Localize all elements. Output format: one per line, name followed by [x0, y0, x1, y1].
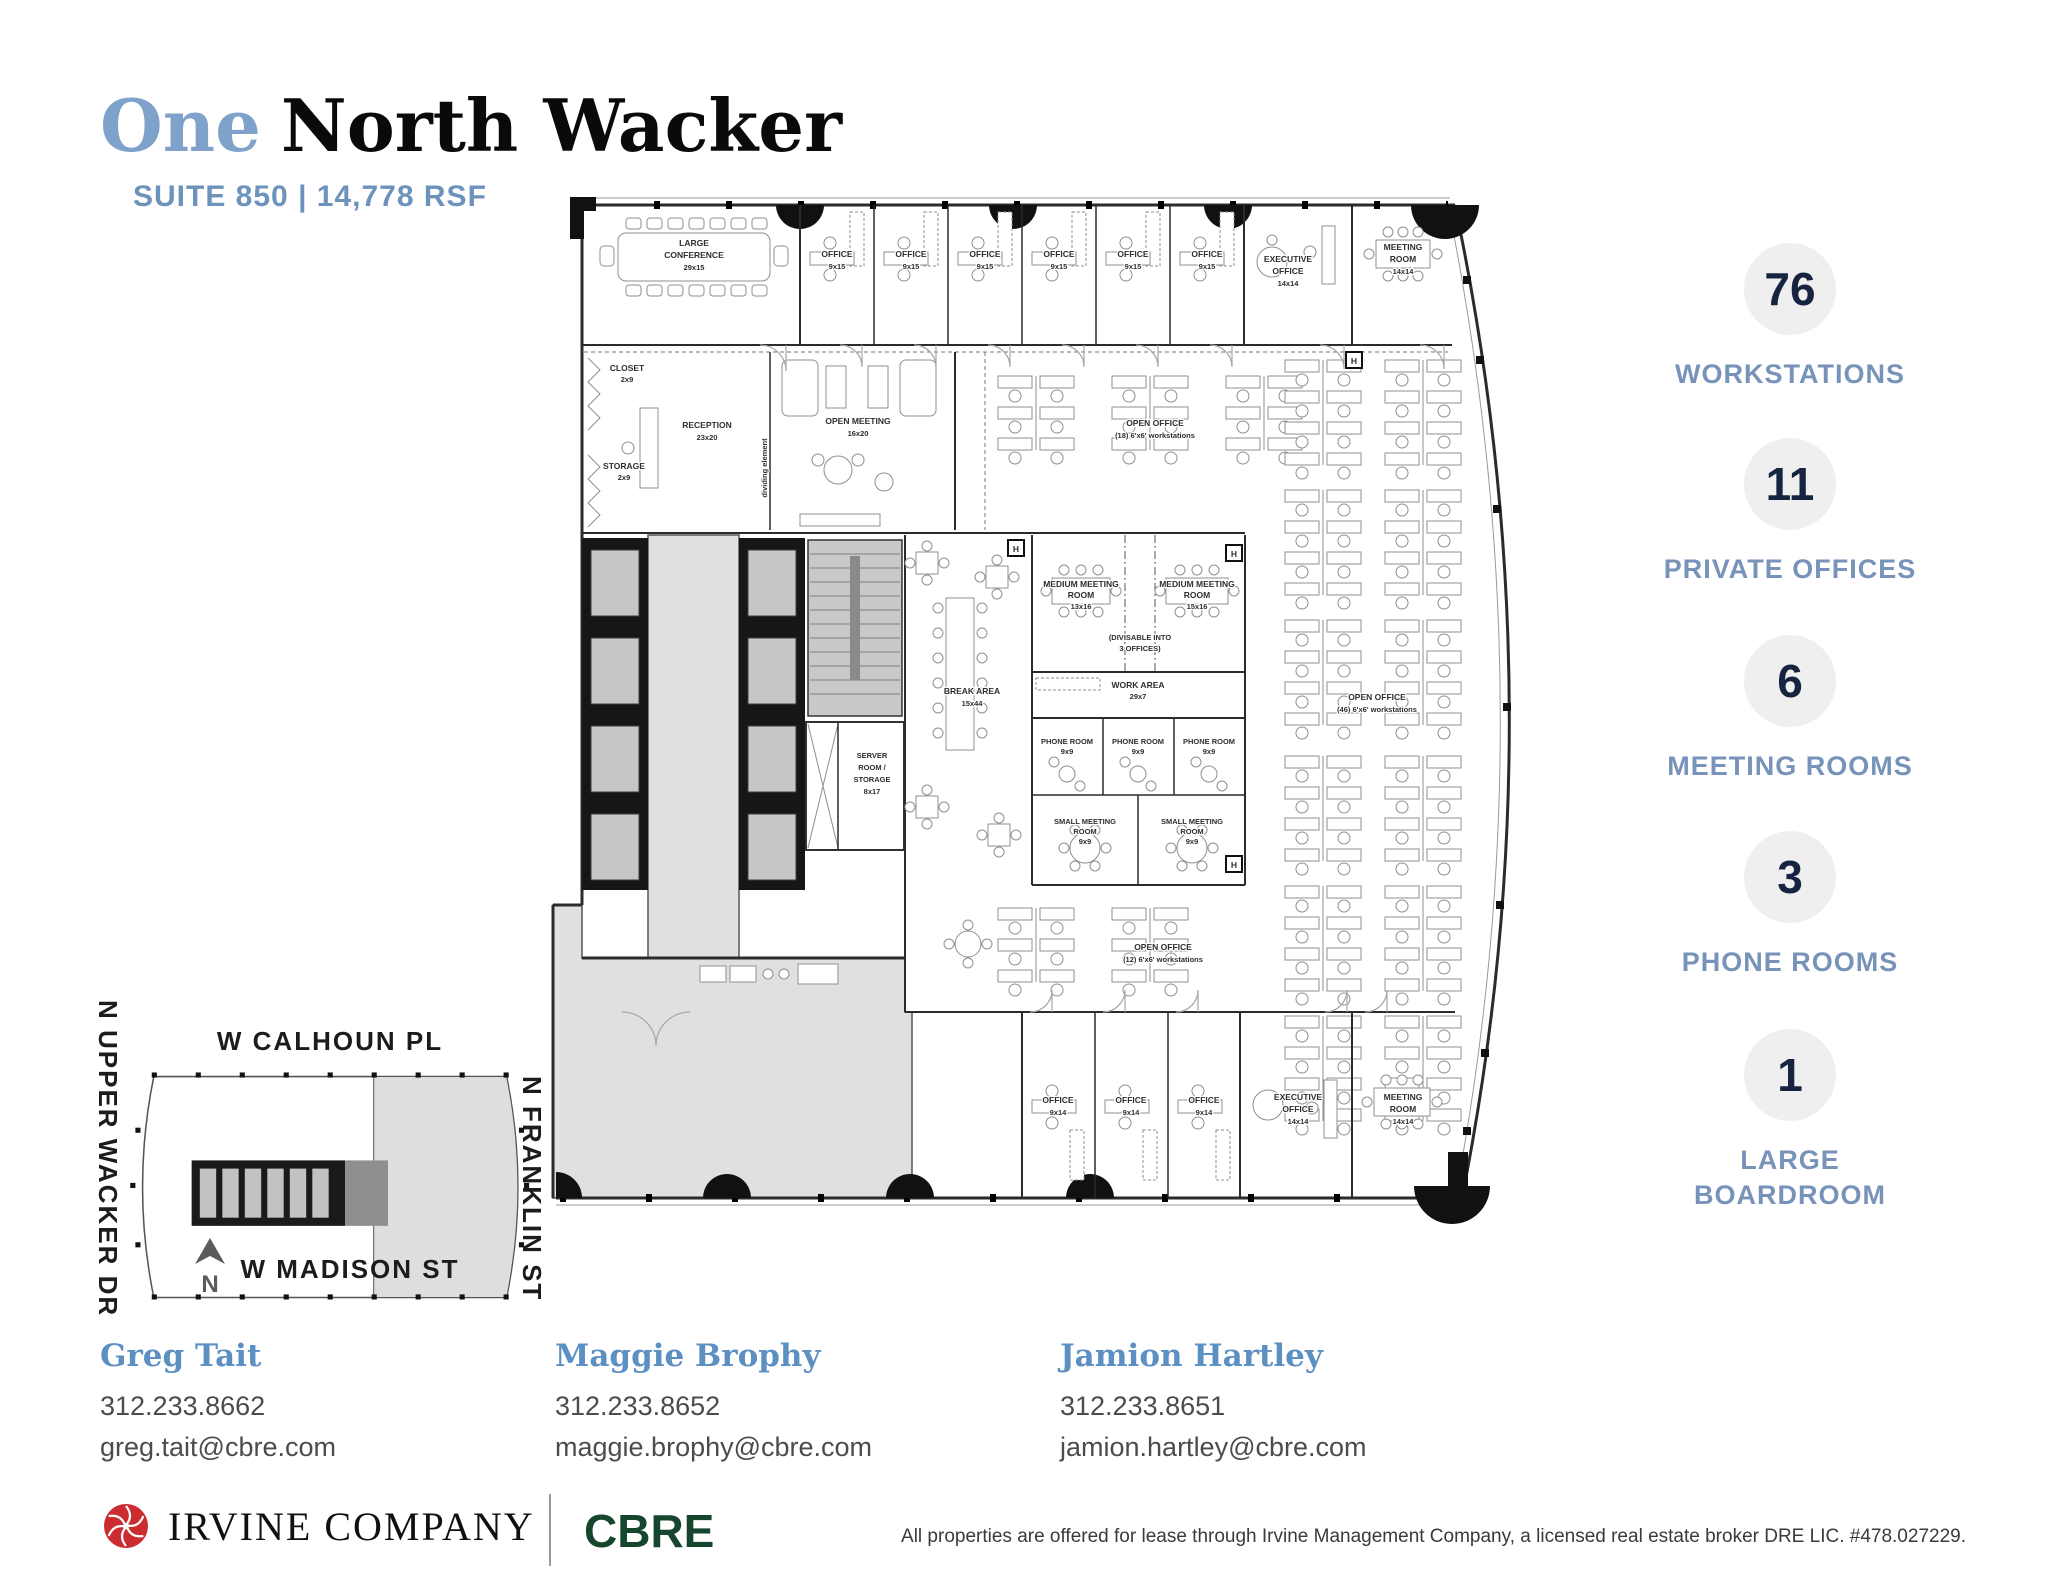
- stat-phone-rooms: [1610, 831, 1970, 980]
- hose-cabinet-label: H: [1230, 860, 1238, 870]
- label-office-bottom: 9x14: [1049, 1108, 1067, 1117]
- label-meeting-room: 14x14: [1392, 267, 1414, 276]
- label-office: 9x15: [902, 262, 920, 271]
- label-small-meeting: SMALL MEETING: [1054, 817, 1116, 826]
- stat-value-large-boardroom: 1: [1744, 1029, 1836, 1121]
- label-office-bottom: OFFICE: [1188, 1095, 1220, 1105]
- cbre-logo: CBRE: [584, 1505, 715, 1557]
- contact-email: jamion.hartley@cbre.com: [1060, 1431, 1367, 1462]
- label-office: OFFICE: [1191, 249, 1223, 259]
- label-office-bottom: 9x14: [1122, 1108, 1140, 1117]
- label-dividing-element: dividing element: [760, 438, 769, 498]
- label-office: OFFICE: [821, 249, 853, 259]
- suite-subtitle: SUITE 850 | 14,778 RSF: [133, 180, 487, 213]
- label-storage: STORAGE: [603, 461, 645, 471]
- label-work-area: 29x7: [1129, 692, 1147, 701]
- stat-label-phone-rooms: PHONE ROOMS: [1681, 947, 1899, 977]
- contact-phone: 312.233.8662: [100, 1391, 266, 1421]
- label-phone-room: 9x9: [1202, 747, 1216, 756]
- north-arrow: [190, 1236, 230, 1300]
- label-meeting-room: MEETING: [1383, 242, 1423, 252]
- label-phone-room: 9x9: [1131, 747, 1145, 756]
- label-office: 9x15: [1198, 262, 1216, 271]
- label-executive-office-bottom: 14x14: [1287, 1117, 1309, 1126]
- label-large-conference: LARGE: [679, 238, 709, 248]
- label-office: 9x15: [1124, 262, 1142, 271]
- label-small-meeting: ROOM: [1073, 827, 1097, 836]
- label-executive-office-bottom: EXECUTIVE: [1273, 1092, 1323, 1102]
- label-medium-meeting-15: MEDIUM MEETING: [1159, 579, 1235, 589]
- label-divisible: (DIVISABLE INTO: [1108, 633, 1172, 642]
- label-small-meeting: SMALL MEETING: [1161, 817, 1223, 826]
- label-break-area: BREAK AREA: [943, 686, 1001, 696]
- label-server-room: 8x17: [863, 787, 881, 796]
- label-server-room: STORAGE: [853, 775, 891, 784]
- label-medium-meeting-15: ROOM: [1183, 590, 1211, 600]
- street-label-franklin: N FRANKLIN ST: [517, 1076, 547, 1302]
- contact-card: [555, 1338, 872, 1467]
- label-meeting-room-bottom: 14x14: [1392, 1117, 1414, 1126]
- contact-card: [100, 1338, 336, 1467]
- label-medium-meeting-15: 15x16: [1186, 602, 1208, 611]
- label-phone-room: PHONE ROOM: [1111, 737, 1165, 746]
- label-meeting-room-bottom: MEETING: [1383, 1092, 1423, 1102]
- title-accent: One: [100, 83, 261, 169]
- contact-name: Greg Tait: [100, 1338, 262, 1374]
- label-open-meeting: OPEN MEETING: [825, 416, 891, 426]
- label-small-meeting: ROOM: [1180, 827, 1204, 836]
- office-furniture-bottom: [1032, 1075, 1442, 1180]
- label-phone-room: PHONE ROOM: [1182, 737, 1236, 746]
- label-medium-meeting-13: MEDIUM MEETING: [1043, 579, 1119, 589]
- label-office: OFFICE: [895, 249, 927, 259]
- label-storage: 2x9: [617, 473, 631, 482]
- label-executive-office: 14x14: [1277, 279, 1299, 288]
- label-phone-room: PHONE ROOM: [1040, 737, 1094, 746]
- irvine-rosette-icon: [100, 1500, 152, 1552]
- hose-cabinet-label: H: [1012, 544, 1020, 554]
- label-medium-meeting-13: 13x16: [1070, 602, 1092, 611]
- label-office: 9x15: [828, 262, 846, 271]
- stairwell: [808, 540, 902, 716]
- contact-name: Maggie Brophy: [555, 1338, 821, 1374]
- label-small-meeting: 9x9: [1185, 837, 1199, 846]
- label-executive-office: OFFICE: [1272, 266, 1304, 276]
- irvine-company-logo: [100, 1500, 535, 1552]
- contact-phone: 312.233.8652: [555, 1391, 721, 1421]
- label-work-area: WORK AREA: [1111, 680, 1165, 690]
- stat-value-phone-rooms: 3: [1744, 831, 1836, 923]
- elevator-bank: [739, 538, 805, 890]
- elevator-bank: [582, 538, 648, 890]
- stat-value-meeting-rooms: 6: [1744, 635, 1836, 727]
- label-small-meeting: 9x9: [1078, 837, 1092, 846]
- north-label: N: [201, 1271, 219, 1298]
- label-executive-office: EXECUTIVE: [1263, 254, 1313, 264]
- irvine-company-wordmark: IRVINE COMPANY: [168, 1503, 535, 1549]
- stat-large-boardroom: [1680, 1029, 1900, 1213]
- label-reception: 23x20: [696, 433, 718, 442]
- label-phone-room: 9x9: [1060, 747, 1074, 756]
- label-office: OFFICE: [969, 249, 1001, 259]
- stat-label-large-boardroom: LARGE BOARDROOM: [1694, 1145, 1886, 1211]
- stat-label-meeting-rooms: MEETING ROOMS: [1667, 751, 1913, 781]
- label-office: 9x15: [976, 262, 994, 271]
- north-arrow-icon: [192, 1236, 228, 1266]
- label-office: 9x15: [1050, 262, 1068, 271]
- street-label-upper-wacker: N UPPER WACKER DR: [93, 1000, 123, 1318]
- open-meeting-furniture: [782, 360, 936, 526]
- contact-email: maggie.brophy@cbre.com: [555, 1431, 873, 1462]
- footer-divider: [549, 1494, 551, 1566]
- floor-plan: [545, 195, 1555, 1250]
- label-closet: CLOSET: [609, 363, 645, 373]
- label-office: OFFICE: [1043, 249, 1075, 259]
- stat-label-workstations: WORKSTATIONS: [1675, 359, 1905, 389]
- stat-value-workstations: 76: [1744, 243, 1836, 335]
- stat-label-private-offices: PRIVATE OFFICES: [1663, 554, 1917, 584]
- label-office-bottom: OFFICE: [1042, 1095, 1074, 1105]
- label-open-office-18: OPEN OFFICE: [1126, 418, 1184, 428]
- label-open-office-12: (12) 6'x6' workstations: [1123, 955, 1203, 964]
- label-meeting-room-bottom: ROOM: [1389, 1104, 1417, 1114]
- stat-workstations: [1610, 243, 1970, 392]
- contact-phone: 312.233.8651: [1060, 1391, 1226, 1421]
- stat-private-offices: [1610, 438, 1970, 587]
- label-executive-office-bottom: OFFICE: [1282, 1104, 1314, 1114]
- mini-core: [192, 1160, 388, 1225]
- label-large-conference: CONFERENCE: [664, 250, 724, 260]
- contact-card: [1060, 1338, 1367, 1467]
- label-closet: 2x9: [620, 375, 634, 384]
- street-label-madison: W MADISON ST: [240, 1254, 460, 1284]
- stat-meeting-rooms: [1610, 635, 1970, 784]
- label-server-room: SERVER: [856, 751, 888, 760]
- contact-name: Jamion Hartley: [1060, 1338, 1323, 1374]
- label-office-bottom: OFFICE: [1115, 1095, 1147, 1105]
- label-office-bottom: 9x14: [1195, 1108, 1213, 1117]
- title-rest: North Wacker: [280, 83, 843, 169]
- label-server-room: ROOM /: [858, 763, 886, 772]
- label-large-conference: 29x15: [683, 263, 705, 272]
- label-open-office-12: OPEN OFFICE: [1134, 942, 1192, 952]
- label-open-office-46: (46) 6'x6' workstations: [1337, 705, 1417, 714]
- server-room: [806, 722, 904, 850]
- contact-email: greg.tait@cbre.com: [100, 1431, 336, 1462]
- stat-value-private-offices: 11: [1744, 438, 1836, 530]
- disclaimer-text: All properties are offered for lease through Irvine Management Company, a licensed real estate broker DRE LIC. #478.027229.: [901, 1526, 1966, 1547]
- break-area-furniture: [905, 541, 1021, 968]
- elevator-lobby: [648, 535, 739, 958]
- hose-cabinet-label: H: [1230, 549, 1238, 559]
- street-label-calhoun: W CALHOUN PL: [216, 1026, 444, 1056]
- label-medium-meeting-13: ROOM: [1067, 590, 1095, 600]
- page-title: [100, 83, 843, 169]
- label-break-area: 15x44: [961, 699, 983, 708]
- label-open-office-46: OPEN OFFICE: [1348, 692, 1406, 702]
- label-meeting-room: ROOM: [1389, 254, 1417, 264]
- label-divisible: 3 OFFICES): [1119, 644, 1161, 653]
- label-open-office-18: (18) 6'x6' workstations: [1115, 431, 1195, 440]
- label-open-meeting: 16x20: [847, 429, 869, 438]
- label-reception: RECEPTION: [682, 420, 732, 430]
- label-office: OFFICE: [1117, 249, 1149, 259]
- hose-cabinet-label: H: [1350, 356, 1358, 366]
